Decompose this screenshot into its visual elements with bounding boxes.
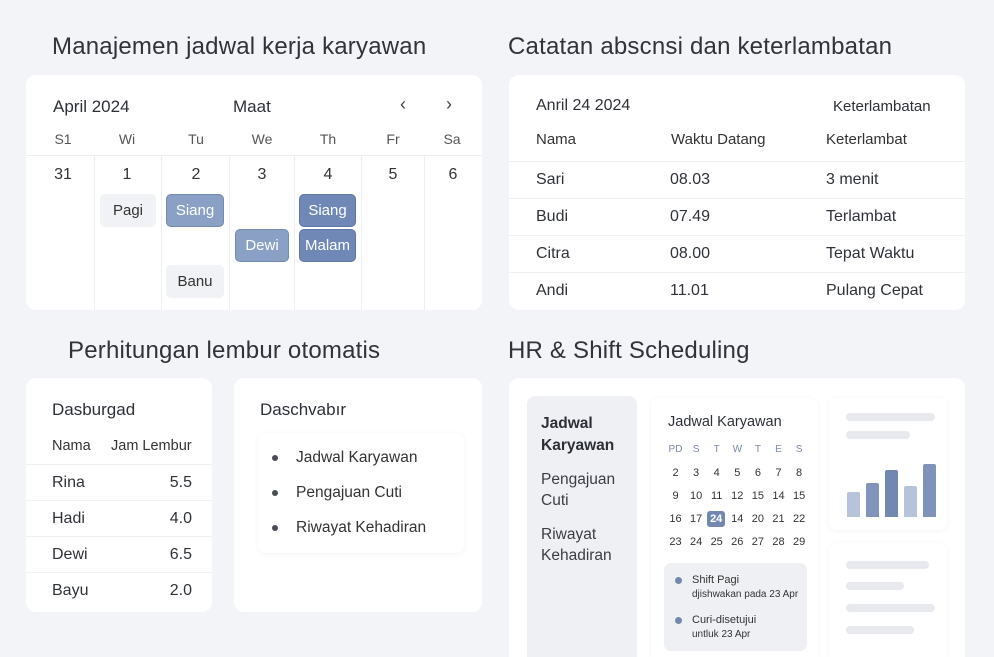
bullet-icon (272, 455, 278, 461)
mini-day[interactable]: 11 (710, 490, 723, 502)
calendar-day[interactable]: 1 (122, 166, 132, 183)
mini-day[interactable]: 4 (713, 467, 720, 479)
cell-status: Terlambat (826, 208, 897, 225)
table-row[interactable] (26, 572, 212, 608)
overtime-title: Perhitungan lembur otomatis (68, 337, 381, 364)
chart-bar (847, 492, 860, 517)
shift-malam[interactable]: Malam (299, 229, 356, 262)
mini-weekday: S (692, 444, 700, 455)
mini-day[interactable]: 2 (672, 467, 679, 479)
attendance-title: Catatan abscnsi dan keterlambatan (508, 33, 893, 60)
mini-day[interactable]: 25 (710, 536, 723, 548)
schedule-title: Manajemen jadwal kerja karyawan (52, 33, 427, 60)
mini-day[interactable]: 6 (754, 467, 761, 479)
cell-time: 08.00 (670, 245, 711, 262)
table-row[interactable] (26, 464, 212, 500)
chart-bar (885, 470, 898, 517)
calendar-day[interactable]: 5 (388, 166, 398, 183)
mini-weekday: PD (668, 444, 683, 455)
shift-siang[interactable]: Siang (299, 194, 356, 227)
hr-calendar-title: Jadwal Karyawan (668, 414, 782, 430)
mini-day[interactable]: 9 (672, 490, 679, 502)
overtime-header-name: Nama (52, 438, 91, 454)
calendar-prev-button[interactable]: ‹ (400, 94, 406, 114)
hr-sidebar-item-jadwal[interactable]: Jadwal Karyawan (541, 415, 615, 454)
hr-sidebar-item-cuti[interactable]: Pengajuan Cuti (541, 471, 616, 509)
chart-bar (866, 483, 879, 517)
weekday-label: We (251, 131, 273, 147)
mini-day[interactable]: 28 (772, 536, 785, 548)
bullet-icon (272, 525, 278, 531)
notification-title[interactable]: Shift Pagi (692, 574, 740, 586)
hr-sidebar-item-riwayat[interactable]: Riwayat Kehadiran (541, 526, 612, 564)
calendar-day[interactable]: 4 (323, 166, 333, 183)
mini-day[interactable]: 22 (792, 513, 806, 525)
menu-item-riwayat[interactable]: Riwayat Kehadiran (296, 519, 427, 536)
cell-time: 07.49 (670, 208, 711, 225)
mini-day[interactable]: 10 (689, 490, 703, 502)
mini-day-selected[interactable]: 24 (707, 511, 725, 527)
weekday-label: Wi (118, 131, 136, 147)
cell-time: 11.01 (670, 282, 709, 299)
cell-status: Pulang Cepat (826, 282, 923, 299)
weekday-label: Sa (443, 131, 461, 147)
overtime-card-title: Dasburgad (52, 400, 136, 419)
hr-title: HR & Shift Scheduling (508, 337, 750, 364)
mini-day[interactable]: 29 (792, 536, 806, 548)
mini-weekday: T (713, 444, 720, 455)
menu-item-jadwal[interactable]: Jadwal Karyawan (296, 449, 418, 466)
cell-hours: 4.0 (169, 510, 192, 527)
mini-day[interactable]: 7 (775, 467, 782, 479)
cell-name: Rina (52, 474, 85, 491)
mini-day[interactable]: 8 (796, 467, 803, 479)
mini-day[interactable]: 26 (731, 536, 744, 548)
bullet-icon (675, 617, 682, 624)
mini-day[interactable]: 3 (693, 467, 700, 479)
attendance-header-status: Keterlambat (826, 131, 907, 148)
mini-day[interactable]: 5 (734, 467, 741, 479)
skeleton-line (846, 431, 910, 439)
skeleton-line (846, 413, 935, 421)
mini-day[interactable]: 24 (689, 536, 703, 548)
shift-dewi[interactable]: Dewi (235, 229, 289, 262)
table-row[interactable] (509, 235, 965, 272)
calendar-day[interactable]: 6 (448, 166, 458, 183)
cell-name: Andi (536, 282, 569, 299)
table-row[interactable] (26, 500, 212, 536)
cell-name: Hadi (52, 510, 85, 527)
skeleton-line (846, 626, 914, 634)
cell-name: Budi (536, 208, 569, 225)
attendance-card (509, 75, 965, 310)
cell-hours: 6.5 (169, 546, 192, 563)
cell-name: Bayu (52, 582, 89, 599)
notification-title[interactable]: Curi-disetujui (692, 614, 757, 626)
bullet-icon (272, 490, 278, 496)
mini-day[interactable]: 16 (669, 513, 682, 525)
chart-bar (904, 486, 917, 517)
mini-day[interactable]: 23 (669, 536, 682, 548)
table-row[interactable] (509, 198, 965, 235)
calendar-day[interactable]: 2 (191, 166, 201, 183)
mini-day[interactable]: 14 (731, 513, 744, 525)
mini-weekday: E (775, 444, 782, 455)
cell-name: Sari (536, 171, 565, 188)
cell-name: Citra (536, 245, 570, 262)
attendance-date: Anril 24 2024 (536, 97, 631, 114)
mini-weekday: W (732, 444, 743, 455)
mini-day[interactable]: 17 (689, 513, 703, 525)
skeleton-line (846, 582, 904, 590)
mini-day[interactable]: 15 (792, 490, 806, 502)
table-row[interactable] (26, 536, 212, 572)
mini-day[interactable]: 27 (751, 536, 765, 548)
menu-item-cuti[interactable]: Pengajuan Cuti (296, 484, 402, 501)
attendance-filter[interactable]: Keterlambatan (833, 98, 931, 115)
notification-detail: djishwakan pada 23 Apr (692, 589, 799, 600)
table-row[interactable] (509, 272, 965, 309)
overtime-header-hours: Jam Lembur (111, 438, 192, 454)
mini-weekday: T (754, 444, 761, 455)
calendar-view-label[interactable]: Maat (233, 97, 271, 116)
cell-status: Tepat Waktu (826, 245, 915, 262)
mini-day[interactable]: 12 (731, 490, 744, 502)
calendar-day[interactable]: 31 (54, 166, 72, 183)
cell-time: 08.03 (670, 171, 711, 188)
mini-day[interactable]: 14 (772, 490, 785, 502)
calendar-month: April 2024 (53, 97, 130, 116)
attendance-header-time: Waktu Datang (671, 131, 766, 148)
chart-bar (923, 464, 936, 517)
weekday-label: Fr (386, 131, 400, 147)
dashboard-menu-title: Daschvabır (260, 400, 346, 419)
weekday-label: Th (319, 131, 337, 147)
cell-hours: 2.0 (169, 582, 192, 599)
mini-day[interactable]: 20 (751, 513, 765, 525)
notification-detail: untluk 23 Apr (692, 629, 751, 640)
weekday-label: Tu (188, 131, 204, 147)
calendar-next-button[interactable]: › (446, 94, 452, 114)
shift-siang[interactable]: Siang (166, 194, 224, 227)
attendance-header-name: Nama (536, 131, 577, 148)
mini-weekday: S (795, 444, 803, 455)
cell-hours: 5.5 (169, 474, 192, 491)
cell-status: 3 menit (826, 171, 879, 188)
skeleton-line (846, 561, 929, 569)
skeleton-line (846, 604, 935, 612)
shift-pagi[interactable]: Pagi (100, 194, 156, 227)
mini-day[interactable]: 21 (772, 513, 785, 525)
mini-day[interactable]: 15 (751, 490, 765, 502)
weekday-label: S1 (54, 131, 72, 147)
shift-banu[interactable]: Banu (166, 265, 224, 298)
cell-name: Dewi (52, 546, 88, 563)
bullet-icon (675, 577, 682, 584)
table-row[interactable] (509, 161, 965, 198)
calendar-day[interactable]: 3 (257, 166, 267, 183)
